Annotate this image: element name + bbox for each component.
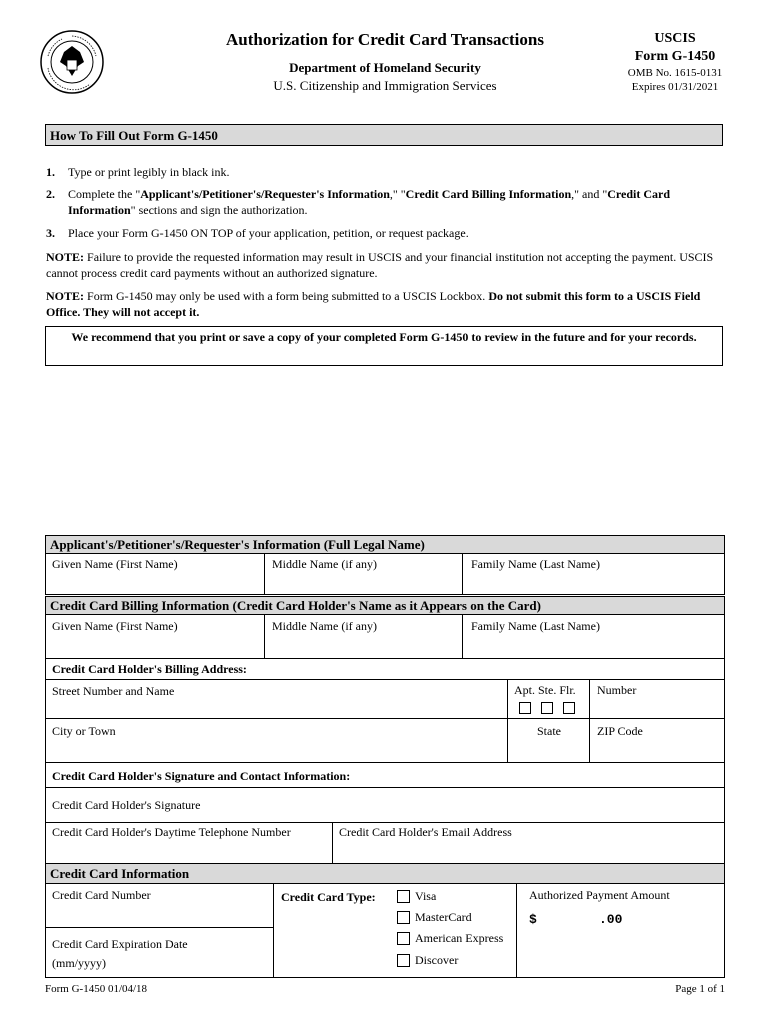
field-label: State (537, 724, 561, 738)
card-type-label: Credit Card Type: (281, 890, 376, 904)
billing-family-name-field[interactable] (462, 614, 725, 659)
card-number-field[interactable] (45, 883, 274, 928)
applicant-given-name-field[interactable] (45, 553, 265, 595)
expiration-date: Expires 01/31/2021 (631, 81, 719, 93)
dollar-sign: $ (529, 912, 537, 927)
department-name: Department of Homeland Security (289, 60, 481, 75)
card-section-heading: Credit Card Information (45, 863, 725, 884)
instruction-number: 3. (46, 226, 55, 240)
apt-checkbox[interactable] (519, 702, 531, 714)
field-label: Credit Card Holder's Email Address (339, 825, 512, 839)
signature-heading-row (45, 762, 725, 788)
omb-number: OMB No. 1615-0131 (627, 67, 723, 79)
page-number: Page 1 of 1 (675, 983, 725, 995)
card-type-group (273, 883, 517, 978)
field-label: Number (597, 683, 637, 697)
email-field[interactable] (332, 822, 725, 864)
street-field[interactable] (45, 679, 508, 719)
mastercard-checkbox[interactable] (397, 911, 410, 924)
form-title: Authorization for Credit Card Transactions (226, 30, 544, 49)
field-label: Given Name (First Name) (52, 557, 178, 571)
card-expiration-field[interactable] (45, 927, 274, 978)
instruction-item (46, 164, 736, 180)
state-field[interactable] (507, 718, 590, 763)
dhs-seal-icon (40, 30, 104, 94)
instruction-text: Complete the "Applicant's/Petitioner's/Requester's Information," "Credit Card Billing Information," and "Credit Card Information" sections and sign the authorization. (68, 187, 671, 217)
billing-address-heading-row (45, 658, 725, 680)
instruction-number: 1. (46, 165, 55, 179)
instruction-number: 2. (46, 187, 55, 201)
note-failure: NOTE: Failure to provide the requested information may result in USCIS and your financial institution not accepting the payment. USCIS cannot process credit card payments without an authorized signature. (46, 250, 714, 280)
flr-checkbox[interactable] (563, 702, 575, 714)
field-label: Apt. Ste. Flr. (514, 683, 576, 697)
visa-label: Visa (415, 889, 437, 903)
payment-amount-field[interactable] (516, 883, 725, 978)
field-label-format: (mm/yyyy) (52, 956, 106, 970)
applicant-family-name-field[interactable] (462, 553, 725, 595)
ste-checkbox[interactable] (541, 702, 553, 714)
visa-checkbox[interactable] (397, 890, 410, 903)
apt-ste-flr-field (507, 679, 590, 719)
field-label: Street Number and Name (52, 684, 175, 698)
instruction-text: Place your Form G-1450 ON TOP of your application, petition, or request package. (68, 226, 469, 240)
field-label: Credit Card Holder's Signature (52, 798, 201, 812)
field-label: Credit Card Expiration Date (52, 937, 188, 951)
apt-number-field[interactable] (589, 679, 725, 719)
field-label: Middle Name (if any) (272, 557, 377, 571)
discover-label: Discover (415, 953, 459, 967)
field-label: Authorized Payment Amount (529, 888, 670, 902)
signature-heading: Credit Card Holder's Signature and Contact Information: (52, 769, 351, 783)
field-label: Middle Name (if any) (272, 619, 377, 633)
field-label: Credit Card Holder's Daytime Telephone Number (52, 825, 291, 839)
mastercard-label: MasterCard (415, 910, 472, 924)
zip-code-field[interactable] (589, 718, 725, 763)
signature-field[interactable] (45, 787, 725, 823)
instruction-item (46, 186, 736, 218)
cents-suffix: .00 (599, 912, 623, 927)
applicant-middle-name-field[interactable] (264, 553, 463, 595)
note-lockbox: NOTE: Form G-1450 may only be used with a form being submitted to a USCIS Lockbox. Do not submit this form to a USCIS Field Office. They will not accept it. (46, 289, 701, 319)
city-field[interactable] (45, 718, 508, 763)
instruction-item (46, 225, 736, 241)
agency-name: U.S. Citizenship and Immigration Services (273, 78, 497, 93)
recommendation-box: We recommend that you print or save a copy of your completed Form G-1450 to review in the future and for your records. (45, 326, 723, 366)
field-label: Credit Card Number (52, 888, 151, 902)
form-edition: Form G-1450 01/04/18 (45, 983, 148, 995)
billing-section-heading: Credit Card Billing Information (Credit Card Holder's Name as it Appears on the Card) (45, 596, 725, 615)
field-label: Family Name (Last Name) (471, 557, 600, 571)
billing-given-name-field[interactable] (45, 614, 265, 659)
field-label: City or Town (52, 724, 116, 738)
instructions-heading: How To Fill Out Form G-1450 (45, 124, 723, 146)
field-label: Given Name (First Name) (52, 619, 178, 633)
discover-checkbox[interactable] (397, 954, 410, 967)
phone-field[interactable] (45, 822, 333, 864)
applicant-section-heading: Applicant's/Petitioner's/Requester's Information (Full Legal Name) (45, 535, 725, 554)
field-label: ZIP Code (597, 724, 643, 738)
billing-address-heading: Credit Card Holder's Billing Address: (52, 662, 247, 676)
amex-checkbox[interactable] (397, 932, 410, 945)
field-label: Family Name (Last Name) (471, 619, 600, 633)
agency-abbrev: USCIS (654, 31, 696, 46)
amex-label: American Express (415, 931, 504, 945)
instruction-text: Type or print legibly in black ink. (68, 165, 230, 179)
form-number: Form G-1450 (634, 49, 716, 64)
billing-middle-name-field[interactable] (264, 614, 463, 659)
